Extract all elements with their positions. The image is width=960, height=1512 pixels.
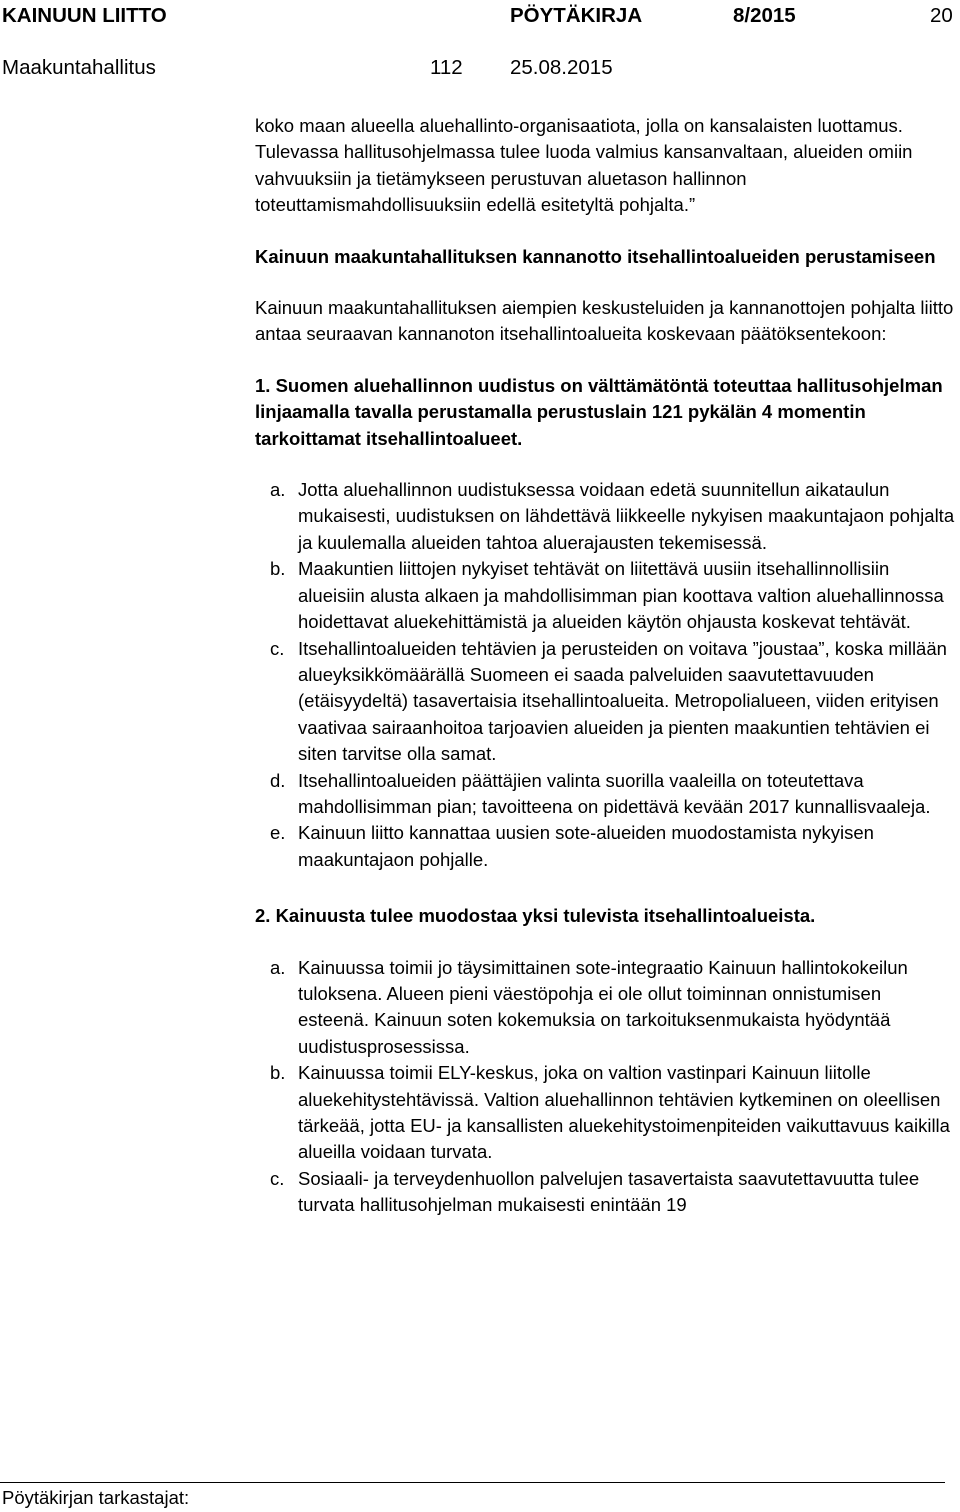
point-2-title: 2. Kainuusta tulee muodostaa yksi tulevista itsehallintoalueista. [255,905,816,927]
footer-reviewers-label: Pöytäkirjan tarkastajat: [2,1487,190,1508]
list-item: b. Kainuussa toimii ELY-keskus, joka on valtion vastinpari Kainuun liitolle aluekehitystehtävissä. Valtion aluehallinnon tehtävien kytkeminen on oleellisen tärkeää, jotta EU- ja kansallisten aluekehitystoimenpiteiden vaikuttavuus kaikilla alueilla voidaan turvata. [270,1062,950,1163]
point-2-list [270,955,955,1219]
list-item: d. Itsehallintoalueiden päättäjien valinta suorilla vaaleilla on toteutettava mahdollisimman pian; tavoitteena on pidettävä kevään 2017 kunnallisvaaleja. [270,769,931,817]
governing-body: Maakuntahallitus [2,56,156,79]
section-number: 112 [430,56,463,79]
document-number: 8/2015 [733,4,796,27]
list-item: a. Jotta aluehallinnon uudistuksessa voidaan edetä suunnitellun aikataulun mukaisesti, uudistuksen on lähdettävä liikkeelle nykyisen maakuntajaon pohjalta ja kuulemalla alueiden tahtoa aluerajausten tekemisessä. [270,479,955,553]
intro-paragraph: koko maan alueella aluehallinto-organisaatiota, jolla on kansalaisten luottamus. Tulevassa hallitusohjelmassa tulee luoda valmius kansanvaltaan, alueiden omiin vahvuuksiin ja tietämykseen perustuvan aluetason hallinnon toteuttamismahdollisuuksiin edellä esitetyltä pohjalta.” [255,115,913,216]
meeting-date: 25.08.2015 [510,56,613,79]
list-item: b. Maakuntien liittojen nykyiset tehtävät on liitettävä uusiin itsehallinnollisiin alueisiin alusta alkaen ja mahdollisimman pian koottava valtion aluehallinnossa hoidettavat aluekehittämistä ja alueiden käytön ohjausta koskevat tehtävät. [270,558,944,633]
lead-paragraph: Kainuun maakuntahallituksen aiempien keskusteluiden ja kannanottojen pohjalta liitto antaa seuraavan kannanoton itsehallintoalueita koskevaan päätöksentekoon: [255,297,954,345]
list-item: c. Itsehallintoalueiden tehtävien ja perusteiden on voitava ”joustaa”, koska millään alueyksikkömäärällä Suomeen ei saada palveluiden saavutettavuuden (etäisyydeltä) tasavertaisia itsehallintoalueita. Metropolialueen, viiden erityisen vaativaa sairaanhoitoa tarjoavien alueiden ja pienten maakuntien tehtävien ei siten tarvitse olla samat. [270,637,947,765]
footer-divider [0,1482,945,1483]
point-1-list [270,477,955,873]
section-heading: Kainuun maakuntahallituksen kannanotto itsehallintoalueiden perustamiseen [255,245,936,267]
list-item: e. Kainuun liitto kannattaa uusien sote-alueiden muodostamista nykyisen maakuntajaon pohjalle. [270,822,874,870]
org-name: KAINUUN LIITTO [2,4,167,27]
point-1-title: 1. Suomen aluehallinnon uudistus on välttämätöntä toteuttaa hallitusohjelman linjaamalla tavalla perustamalla perustuslain 121 pykälän 4 momentin tarkoittamat itsehallintoalueet. [255,374,943,449]
page-number: 20 [930,4,953,27]
list-item: a. Kainuussa toimii jo täysimittainen sote-integraatio Kainuun hallintokokeilun tuloksena. Alueen pieni väestöpohja ei ole ollut toiminnan onnistumisen esteenä. Kainuun soten kokemuksia on tarkoituksenmukaista hyödyntää uudistusprosessissa. [270,956,908,1057]
list-item: c. Sosiaali- ja terveydenhuollon palvelujen tasavertaista saavutettavuutta tulee turvata hallitusohjelman mukaisesti enintään 19 [270,1167,920,1216]
document-body [255,113,955,1219]
document-type: PÖYTÄKIRJA [510,4,643,27]
